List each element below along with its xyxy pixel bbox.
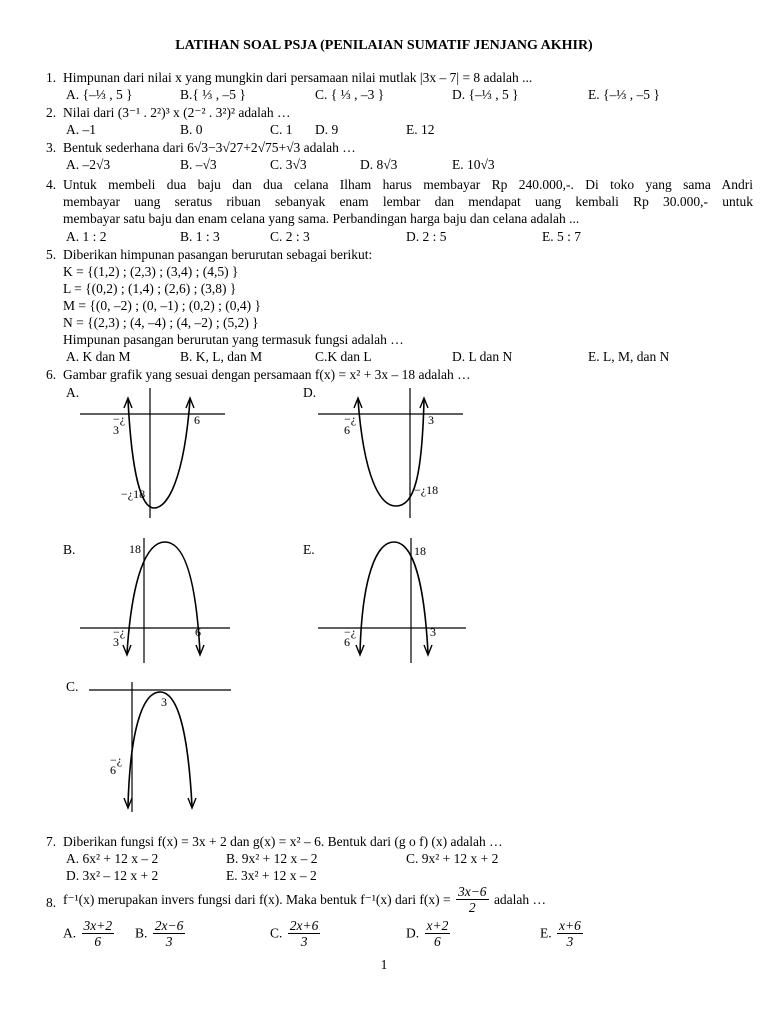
q6-b-left-top: −¿ — [113, 625, 126, 639]
q8-d-label: D. — [406, 925, 420, 941]
q4-number: 4. — [46, 177, 57, 192]
q5-number: 5. — [46, 247, 57, 262]
q4-option-b: B. 1 : 3 — [180, 229, 220, 244]
q4-text — [63, 176, 753, 227]
q6-e-left-bot: 6 — [344, 635, 350, 649]
q6-d-vertex: −¿18 — [414, 483, 439, 497]
q8-text-pre: f⁻¹(x) merupakan invers fungsi dari f(x). Maka bentuk f⁻¹(x) dari f(x) = — [63, 892, 451, 907]
q6-graph-a-label: A. — [66, 385, 80, 400]
q2-number: 2. — [46, 105, 57, 120]
q3-number: 3. — [46, 140, 57, 155]
q8-given-denominator: 2 — [468, 900, 476, 915]
q6-text: Gambar grafik yang sesuai dengan persamaan f(x) = x² + 3x – 18 adalah … — [63, 367, 471, 382]
q2-option-a: A. –1 — [66, 122, 96, 137]
q8-option-a — [63, 918, 116, 949]
q7-option-a: A. 6x² + 12 x – 2 — [66, 851, 159, 866]
q6-a-left-top: −¿ — [113, 412, 126, 426]
q5-option-d: D. L dan N — [452, 349, 513, 364]
q5-set-n: N = {(2,3) ; (4, –4) ; (4, –2) ; (5,2) } — [63, 315, 259, 330]
q7-option-d: D. 3x² – 12 x + 2 — [66, 868, 159, 883]
q7-number: 7. — [46, 834, 57, 849]
q4-line-3: membayar satu baju dan enam celana yang sama. Perbandingan harga baju dan celana adalah ... — [63, 211, 580, 226]
q8-text-post: adalah … — [493, 892, 547, 907]
q5-option-b: B. K, L, dan M — [180, 349, 263, 364]
q6-e-right: 3 — [430, 625, 436, 639]
q6-b-right: 6 — [195, 625, 201, 639]
q8-a-label: A. — [63, 925, 77, 941]
q6-number: 6. — [46, 367, 57, 382]
q2-option-b: B. 0 — [180, 122, 203, 137]
q3-option-b: B. –√3 — [180, 157, 217, 172]
page-title: LATIHAN SOAL PSJA (PENILAIAN SUMATIF JENJANG AKHIR) — [175, 38, 593, 53]
q1-option-d: D. {–⅓ , 5 } — [452, 87, 519, 102]
q1-option-e: E. {–⅓ , –5 } — [588, 87, 660, 102]
q8-b-fraction — [153, 918, 186, 949]
q7-option-c: C. 9x² + 12 x + 2 — [406, 851, 499, 866]
q8-d-denominator: 6 — [434, 934, 441, 949]
q3-option-c: C. 3√3 — [270, 157, 307, 172]
q5-option-a: A. K dan M — [66, 349, 131, 364]
q6-d-left-bot: 6 — [344, 423, 350, 437]
q3-option-a: A. –2√3 — [66, 157, 111, 172]
q7-option-b: B. 9x² + 12 x – 2 — [226, 851, 318, 866]
q6-b-left-bot: 3 — [113, 635, 119, 649]
q8-c-denominator: 3 — [300, 934, 308, 949]
q4-option-a: A. 1 : 2 — [66, 229, 107, 244]
q8-d-fraction — [425, 918, 451, 949]
q6-a-vertex: −¿18 — [121, 487, 146, 501]
q4-option-d: D. 2 : 5 — [406, 229, 447, 244]
q6-graph-d-label: D. — [303, 385, 317, 400]
q8-option-d — [406, 918, 452, 949]
page-number: 1 — [380, 957, 388, 972]
q6-e-top: 18 — [414, 544, 426, 558]
q6-d-left-top: −¿ — [344, 412, 357, 426]
q8-a-numerator: 3x+2 — [83, 918, 113, 933]
q8-b-denominator: 3 — [165, 934, 173, 949]
q8-c-numerator: 2x+6 — [289, 918, 319, 933]
q1-number: 1. — [46, 70, 57, 85]
q2-option-c: C. 1 — [270, 122, 293, 137]
q8-e-fraction — [557, 918, 583, 949]
q8-e-numerator: x+6 — [559, 918, 581, 933]
q3-option-d: D. 8√3 — [360, 157, 398, 172]
q6-graph-c — [86, 682, 236, 812]
q5-set-l: L = {(0,2) ; (1,4) ; (2,6) ; (3,8) } — [63, 281, 237, 296]
q8-a-denominator: 6 — [94, 934, 102, 949]
q6-graph-d — [318, 388, 468, 518]
q6-graph-e — [318, 538, 473, 663]
q2-option-e: E. 12 — [406, 122, 435, 137]
q8-option-e — [540, 918, 585, 949]
q6-graph-b — [80, 538, 235, 663]
q1-option-a: A. {–⅓ , 5 } — [66, 87, 133, 102]
q1-option-b: B.{ ⅓ , –5 } — [180, 87, 246, 102]
q8-c-label: C. — [270, 925, 283, 941]
q8-option-b — [135, 918, 187, 949]
q6-graph-c-label: C. — [66, 679, 79, 694]
q1-text: Himpunan dari nilai x yang mungkin dari persamaan nilai mutlak |3x – 7| = 8 adalah ... — [63, 70, 533, 85]
q8-number: 8. — [46, 895, 57, 910]
q3-option-e: E. 10√3 — [452, 157, 495, 172]
q6-d-right: 3 — [428, 413, 434, 427]
q8-option-c — [270, 918, 322, 949]
q7-text: Diberikan fungsi f(x) = 3x + 2 dan g(x) = x² – 6. Bentuk dari (g o f) (x) adalah … — [63, 834, 503, 849]
q5-option-c: C.K dan L — [315, 349, 372, 364]
q8-given-fraction — [456, 884, 489, 915]
q5-set-k: K = {(1,2) ; (2,3) ; (3,4) ; (4,5) } — [63, 264, 239, 279]
q6-graph-e-label: E. — [303, 542, 315, 557]
q8-b-numerator: 2x−6 — [154, 918, 184, 933]
q3-text: Bentuk sederhana dari 6√3−3√27+2√75+√3 adalah … — [63, 140, 356, 155]
q8-b-label: B. — [135, 925, 148, 941]
q6-b-top: 18 — [129, 542, 141, 556]
q5-text: Diberikan himpunan pasangan berurutan sebagai berikut: — [63, 247, 373, 262]
q6-e-left-top: −¿ — [344, 625, 357, 639]
q6-a-right: 6 — [194, 413, 200, 427]
q8-e-denominator: 3 — [566, 934, 574, 949]
q6-c-left-bot: 6 — [110, 763, 116, 777]
q8-a-fraction — [82, 918, 115, 949]
q2-text: Nilai dari (3⁻¹ . 2²)³ x (2⁻² . 3²)² adalah … — [63, 105, 291, 120]
q6-a-left-bot: 3 — [113, 423, 119, 437]
q4-option-c: C. 2 : 3 — [270, 229, 310, 244]
q8-text — [63, 884, 546, 915]
q5-set-m: M = {(0, –2) ; (0, –1) ; (0,2) ; (0,4) } — [63, 298, 261, 313]
q8-given-numerator: 3x−6 — [457, 884, 487, 899]
q5-question: Himpunan pasangan berurutan yang termasuk fungsi adalah … — [63, 332, 404, 347]
q5-option-e: E. L, M, dan N — [588, 349, 670, 364]
q1-option-c: C. { ⅓ , –3 } — [315, 87, 385, 102]
q2-option-d: D. 9 — [315, 122, 339, 137]
q8-d-numerator: x+2 — [426, 918, 449, 933]
q4-line-1: Untuk membeli dua baju dan dua celana Ilham harus membayar Rp 240.000,-. Di toko yang sama Andri — [63, 177, 753, 192]
q6-graph-b-label: B. — [63, 542, 76, 557]
q4-option-e: E. 5 : 7 — [542, 229, 581, 244]
q6-c-left-top: −¿ — [110, 753, 123, 767]
q6-c-top: 3 — [161, 695, 167, 709]
q7-option-e: E. 3x² + 12 x – 2 — [226, 868, 317, 883]
q8-c-fraction — [288, 918, 321, 949]
q8-e-label: E. — [540, 925, 552, 941]
q4-line-2: membayar uang seratus ribuan sebanyak enam lembar dan mendapat uang kembali Rp 30.000,- untuk — [63, 194, 753, 209]
q6-graph-a — [80, 388, 230, 518]
